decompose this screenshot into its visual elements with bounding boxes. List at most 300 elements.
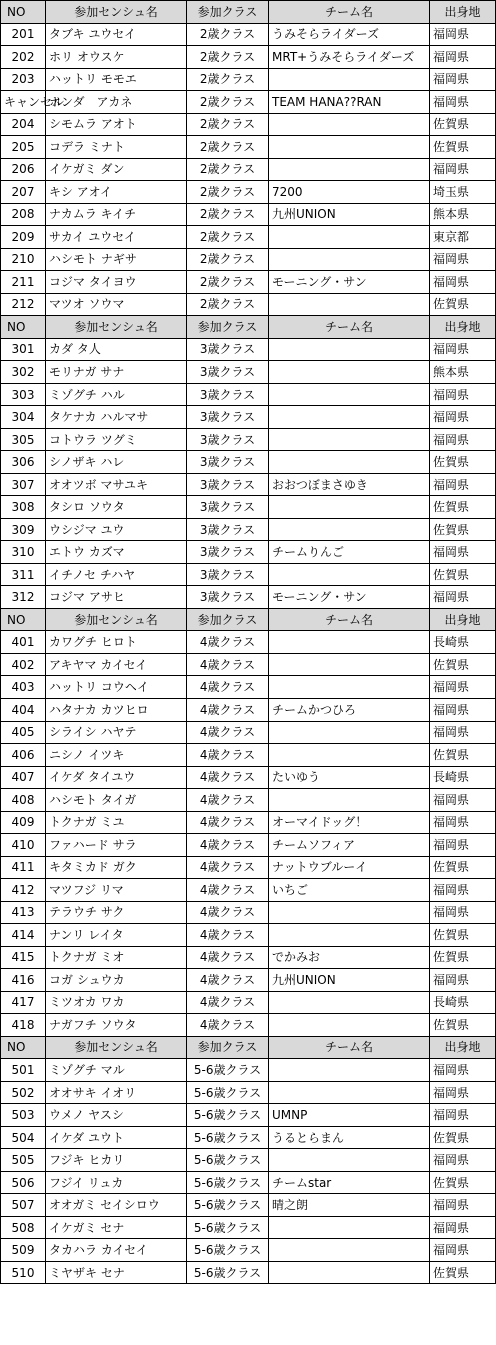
cell-no: 406 <box>1 744 46 767</box>
cell-hometown: 佐賀県 <box>430 856 496 879</box>
cell-player-name: ホリ オウスケ <box>46 46 187 69</box>
table-row <box>1 271 496 294</box>
cell-hometown: 佐賀県 <box>430 496 496 519</box>
cell-class: 2歳クラス <box>187 91 269 114</box>
cell-player-name: モリナガ サナ <box>46 361 187 384</box>
cell-hometown: 福岡県 <box>430 428 496 451</box>
table-row <box>1 879 496 902</box>
table-row <box>1 91 496 114</box>
cell-no: 308 <box>1 496 46 519</box>
cell-hometown: 佐賀県 <box>430 924 496 947</box>
table-row <box>1 901 496 924</box>
table-row <box>1 1194 496 1217</box>
cell-hometown: 佐賀県 <box>430 113 496 136</box>
cell-hometown: 福岡県 <box>430 1216 496 1239</box>
cell-class: 3歳クラス <box>187 586 269 609</box>
cell-team-name <box>269 428 430 451</box>
cell-class: 5-6歳クラス <box>187 1149 269 1172</box>
cell-class: 5-6歳クラス <box>187 1216 269 1239</box>
cell-class: 4歳クラス <box>187 811 269 834</box>
cell-no: 508 <box>1 1216 46 1239</box>
cell-hometown: 福岡県 <box>430 1059 496 1082</box>
table-row <box>1 473 496 496</box>
cell-no: 403 <box>1 676 46 699</box>
cell-team-name <box>269 924 430 947</box>
cell-class: 2歳クラス <box>187 23 269 46</box>
cell-hometown: 佐賀県 <box>430 1261 496 1284</box>
cell-team-name: チームstar <box>269 1171 430 1194</box>
cell-team-name <box>269 991 430 1014</box>
cell-hometown: 福岡県 <box>430 406 496 429</box>
cell-player-name: ハシモト タイガ <box>46 789 187 812</box>
table-row <box>1 518 496 541</box>
cell-team-name: チームかつひろ <box>269 698 430 721</box>
cell-no: 210 <box>1 248 46 271</box>
cell-class: 4歳クラス <box>187 698 269 721</box>
cell-class: 2歳クラス <box>187 46 269 69</box>
header-hometown: 出身地 <box>430 1 496 24</box>
cell-team-name: おおつぼまさゆき <box>269 473 430 496</box>
cell-player-name: トクナガ ミユ <box>46 811 187 834</box>
cell-hometown: 福岡県 <box>430 23 496 46</box>
header-team-name: チーム名 <box>269 608 430 631</box>
header-class: 参加クラス <box>187 608 269 631</box>
cell-no: 407 <box>1 766 46 789</box>
cell-class: 4歳クラス <box>187 946 269 969</box>
cell-hometown: 福岡県 <box>430 473 496 496</box>
cell-hometown: 佐賀県 <box>430 946 496 969</box>
table-row <box>1 203 496 226</box>
cell-class: 3歳クラス <box>187 383 269 406</box>
cell-no: 203 <box>1 68 46 91</box>
cell-team-name <box>269 653 430 676</box>
cell-no: 502 <box>1 1081 46 1104</box>
cell-player-name: ハタナカ カツヒロ <box>46 698 187 721</box>
cell-no: 212 <box>1 293 46 316</box>
cell-player-name: フジイ リュカ <box>46 1171 187 1194</box>
cell-hometown: 福岡県 <box>430 811 496 834</box>
cell-player-name: ミゾグチ マル <box>46 1059 187 1082</box>
cell-class: 4歳クラス <box>187 653 269 676</box>
cell-player-name: オオツボ マサユキ <box>46 473 187 496</box>
cell-team-name: でかみお <box>269 946 430 969</box>
cell-hometown: 熊本県 <box>430 361 496 384</box>
cell-player-name: イケダ ユウト <box>46 1126 187 1149</box>
cell-team-name: モーニング・サン <box>269 271 430 294</box>
cell-no: 311 <box>1 563 46 586</box>
table-row <box>1 789 496 812</box>
cell-class: 5-6歳クラス <box>187 1126 269 1149</box>
table-row <box>1 46 496 69</box>
cell-class: 2歳クラス <box>187 271 269 294</box>
cell-class: 3歳クラス <box>187 496 269 519</box>
table-row <box>1 586 496 609</box>
cell-no: 312 <box>1 586 46 609</box>
cell-no: 208 <box>1 203 46 226</box>
cell-class: 4歳クラス <box>187 924 269 947</box>
cell-class: 2歳クラス <box>187 68 269 91</box>
cell-player-name: ウメノ ヤスシ <box>46 1104 187 1127</box>
table-row <box>1 383 496 406</box>
cell-player-name: ウシジマ ユウ <box>46 518 187 541</box>
cell-player-name: イケガミ セナ <box>46 1216 187 1239</box>
cell-no: 506 <box>1 1171 46 1194</box>
cell-class: 4歳クラス <box>187 721 269 744</box>
cell-player-name: ミツオカ ワカ <box>46 991 187 1014</box>
cell-class: 3歳クラス <box>187 473 269 496</box>
cell-player-name: オオサキ イオリ <box>46 1081 187 1104</box>
cell-class: 2歳クラス <box>187 248 269 271</box>
cell-no: 510 <box>1 1261 46 1284</box>
cell-hometown: 佐賀県 <box>430 1171 496 1194</box>
cell-team-name <box>269 383 430 406</box>
cell-player-name: ナガフチ ソウタ <box>46 1014 187 1037</box>
cell-class: 3歳クラス <box>187 406 269 429</box>
cell-player-name: ミヤザキ セナ <box>46 1261 187 1284</box>
cell-player-name: アキヤマ カイセイ <box>46 653 187 676</box>
cell-hometown: 福岡県 <box>430 789 496 812</box>
cell-class: 3歳クラス <box>187 361 269 384</box>
cell-hometown: 佐賀県 <box>430 136 496 159</box>
cell-hometown: 福岡県 <box>430 1239 496 1262</box>
cell-no: 209 <box>1 226 46 249</box>
cell-no: 410 <box>1 834 46 857</box>
table-row <box>1 1059 496 1082</box>
cell-no: キャンセル <box>1 91 46 114</box>
cell-team-name <box>269 68 430 91</box>
cell-class: 4歳クラス <box>187 789 269 812</box>
cell-player-name: フジキ ヒカリ <box>46 1149 187 1172</box>
cell-hometown: 福岡県 <box>430 1194 496 1217</box>
table-row <box>1 248 496 271</box>
cell-class: 3歳クラス <box>187 451 269 474</box>
header-team-name: チーム名 <box>269 316 430 339</box>
cell-team-name: 7200 <box>269 181 430 204</box>
table-row <box>1 226 496 249</box>
table-row <box>1 676 496 699</box>
roster-body <box>1 1 496 1284</box>
table-row <box>1 1261 496 1284</box>
table-row <box>1 653 496 676</box>
cell-no: 207 <box>1 181 46 204</box>
cell-hometown: 佐賀県 <box>430 451 496 474</box>
cell-team-name <box>269 1014 430 1037</box>
cell-hometown: 佐賀県 <box>430 518 496 541</box>
table-row <box>1 924 496 947</box>
table-row <box>1 563 496 586</box>
cell-player-name: イケダ タイユウ <box>46 766 187 789</box>
table-row <box>1 991 496 1014</box>
table-row <box>1 1171 496 1194</box>
cell-hometown: 福岡県 <box>430 834 496 857</box>
cell-hometown: 佐賀県 <box>430 1014 496 1037</box>
cell-hometown: 福岡県 <box>430 586 496 609</box>
header-class: 参加クラス <box>187 1 269 24</box>
cell-no: 417 <box>1 991 46 1014</box>
cell-team-name <box>269 113 430 136</box>
table-row <box>1 68 496 91</box>
cell-hometown: 福岡県 <box>430 721 496 744</box>
header-row <box>1 1036 496 1059</box>
cell-team-name <box>269 136 430 159</box>
cell-hometown: 福岡県 <box>430 383 496 406</box>
cell-hometown: 福岡県 <box>430 338 496 361</box>
table-row <box>1 136 496 159</box>
table-row <box>1 698 496 721</box>
table-row <box>1 181 496 204</box>
cell-player-name: ナンリ レイタ <box>46 924 187 947</box>
cell-team-name <box>269 1239 430 1262</box>
cell-player-name: コジマ タイヨウ <box>46 271 187 294</box>
table-row <box>1 541 496 564</box>
cell-class: 4歳クラス <box>187 766 269 789</box>
cell-no: 310 <box>1 541 46 564</box>
table-row <box>1 293 496 316</box>
cell-class: 4歳クラス <box>187 744 269 767</box>
cell-no: 404 <box>1 698 46 721</box>
cell-class: 2歳クラス <box>187 293 269 316</box>
cell-hometown: 福岡県 <box>430 676 496 699</box>
header-team-name: チーム名 <box>269 1 430 24</box>
cell-class: 5-6歳クラス <box>187 1081 269 1104</box>
cell-hometown: 長崎県 <box>430 631 496 654</box>
cell-team-name <box>269 293 430 316</box>
cell-team-name <box>269 744 430 767</box>
cell-hometown: 福岡県 <box>430 91 496 114</box>
cell-class: 3歳クラス <box>187 518 269 541</box>
table-row <box>1 969 496 992</box>
cell-player-name: シノザキ ハレ <box>46 451 187 474</box>
cell-hometown: 熊本県 <box>430 203 496 226</box>
cell-player-name: イチノセ チハヤ <box>46 563 187 586</box>
cell-team-name <box>269 563 430 586</box>
cell-hometown: 福岡県 <box>430 46 496 69</box>
cell-no: 414 <box>1 924 46 947</box>
cell-team-name <box>269 631 430 654</box>
cell-team-name <box>269 1216 430 1239</box>
cell-hometown: 福岡県 <box>430 879 496 902</box>
cell-no: 413 <box>1 901 46 924</box>
cell-no: 402 <box>1 653 46 676</box>
cell-hometown: 東京都 <box>430 226 496 249</box>
cell-team-name: 九州UNION <box>269 969 430 992</box>
cell-no: 302 <box>1 361 46 384</box>
cell-hometown: 福岡県 <box>430 901 496 924</box>
cell-player-name: コジマ アサヒ <box>46 586 187 609</box>
cell-no: 301 <box>1 338 46 361</box>
cell-player-name: マツフジ リマ <box>46 879 187 902</box>
table-row <box>1 1149 496 1172</box>
header-no: NO <box>1 608 46 631</box>
cell-player-name: トクナガ ミオ <box>46 946 187 969</box>
cell-no: 201 <box>1 23 46 46</box>
cell-team-name: チームりんご <box>269 541 430 564</box>
cell-team-name <box>269 721 430 744</box>
cell-hometown: 福岡県 <box>430 1104 496 1127</box>
cell-no: 309 <box>1 518 46 541</box>
cell-team-name: MRT+うみそらライダーズ <box>269 46 430 69</box>
cell-hometown: 福岡県 <box>430 271 496 294</box>
cell-no: 405 <box>1 721 46 744</box>
cell-team-name <box>269 789 430 812</box>
cell-no: 401 <box>1 631 46 654</box>
cell-team-name: TEAM HANA??RAN <box>269 91 430 114</box>
cell-player-name: ハットリ モモエ <box>46 68 187 91</box>
cell-team-name <box>269 226 430 249</box>
cell-team-name <box>269 1081 430 1104</box>
cell-hometown: 福岡県 <box>430 969 496 992</box>
header-row <box>1 316 496 339</box>
cell-team-name: ナットウブルーイ <box>269 856 430 879</box>
cell-no: 305 <box>1 428 46 451</box>
cell-player-name: タシロ ソウタ <box>46 496 187 519</box>
cell-class: 4歳クラス <box>187 676 269 699</box>
cell-player-name: ニシノ イツキ <box>46 744 187 767</box>
cell-player-name: オオガミ セイシロウ <box>46 1194 187 1217</box>
cell-no: 409 <box>1 811 46 834</box>
cell-team-name <box>269 1261 430 1284</box>
cell-no: 408 <box>1 789 46 812</box>
cell-class: 2歳クラス <box>187 226 269 249</box>
cell-no: 501 <box>1 1059 46 1082</box>
cell-team-name <box>269 1149 430 1172</box>
table-row <box>1 23 496 46</box>
table-row <box>1 451 496 474</box>
cell-class: 5-6歳クラス <box>187 1059 269 1082</box>
cell-player-name: タブキ ユウセイ <box>46 23 187 46</box>
cell-hometown: 佐賀県 <box>430 653 496 676</box>
cell-team-name: オーマイドッグ！ <box>269 811 430 834</box>
header-team-name: チーム名 <box>269 1036 430 1059</box>
cell-class: 2歳クラス <box>187 203 269 226</box>
header-no: NO <box>1 1 46 24</box>
cell-class: 4歳クラス <box>187 834 269 857</box>
table-row <box>1 496 496 519</box>
cell-hometown: 埼玉県 <box>430 181 496 204</box>
cell-no: 204 <box>1 113 46 136</box>
cell-no: 202 <box>1 46 46 69</box>
cell-player-name: エトウ カズマ <box>46 541 187 564</box>
cell-hometown: 佐賀県 <box>430 1126 496 1149</box>
cell-hometown: 福岡県 <box>430 541 496 564</box>
cell-no: 307 <box>1 473 46 496</box>
cell-player-name: コガ シュウカ <box>46 969 187 992</box>
cell-team-name: UMNP <box>269 1104 430 1127</box>
cell-player-name: ナカムラ キイチ <box>46 203 187 226</box>
cell-player-name: サカイ ユウセイ <box>46 226 187 249</box>
cell-class: 5-6歳クラス <box>187 1171 269 1194</box>
table-row <box>1 158 496 181</box>
cell-hometown: 福岡県 <box>430 1081 496 1104</box>
cell-team-name: 晴之朗 <box>269 1194 430 1217</box>
table-row <box>1 834 496 857</box>
cell-hometown: 福岡県 <box>430 248 496 271</box>
cell-team-name <box>269 158 430 181</box>
cell-no: 412 <box>1 879 46 902</box>
table-row <box>1 721 496 744</box>
table-row <box>1 744 496 767</box>
cell-class: 3歳クラス <box>187 428 269 451</box>
cell-class: 4歳クラス <box>187 901 269 924</box>
header-class: 参加クラス <box>187 316 269 339</box>
header-player-name: 参加センシュ名 <box>46 316 187 339</box>
cell-team-name <box>269 518 430 541</box>
cell-player-name: マツオ ソウマ <box>46 293 187 316</box>
table-row <box>1 811 496 834</box>
cell-class: 4歳クラス <box>187 879 269 902</box>
cell-class: 5-6歳クラス <box>187 1261 269 1284</box>
cell-no: 411 <box>1 856 46 879</box>
table-row <box>1 946 496 969</box>
cell-no: 205 <box>1 136 46 159</box>
cell-team-name <box>269 1059 430 1082</box>
cell-hometown: 福岡県 <box>430 698 496 721</box>
cell-hometown: 福岡県 <box>430 158 496 181</box>
cell-no: 416 <box>1 969 46 992</box>
cell-class: 2歳クラス <box>187 136 269 159</box>
header-player-name: 参加センシュ名 <box>46 1036 187 1059</box>
cell-team-name <box>269 676 430 699</box>
cell-team-name <box>269 338 430 361</box>
header-player-name: 参加センシュ名 <box>46 1 187 24</box>
table-row <box>1 856 496 879</box>
cell-team-name <box>269 451 430 474</box>
table-row <box>1 361 496 384</box>
cell-team-name <box>269 406 430 429</box>
cell-class: 3歳クラス <box>187 541 269 564</box>
cell-no: 509 <box>1 1239 46 1262</box>
cell-hometown: 佐賀県 <box>430 293 496 316</box>
cell-class: 4歳クラス <box>187 969 269 992</box>
cell-no: 304 <box>1 406 46 429</box>
cell-player-name: コトウラ ツグミ <box>46 428 187 451</box>
header-row <box>1 1 496 24</box>
cell-player-name: シモムラ アオト <box>46 113 187 136</box>
cell-class: 2歳クラス <box>187 113 269 136</box>
header-hometown: 出身地 <box>430 608 496 631</box>
table-row <box>1 1014 496 1037</box>
table-row <box>1 1239 496 1262</box>
cell-hometown: 佐賀県 <box>430 744 496 767</box>
cell-hometown: 長崎県 <box>430 991 496 1014</box>
cell-class: 5-6歳クラス <box>187 1194 269 1217</box>
cell-player-name: ファハード サラ <box>46 834 187 857</box>
table-row <box>1 406 496 429</box>
cell-no: 206 <box>1 158 46 181</box>
cell-class: 4歳クラス <box>187 1014 269 1037</box>
cell-no: 303 <box>1 383 46 406</box>
cell-no: 211 <box>1 271 46 294</box>
cell-no: 418 <box>1 1014 46 1037</box>
cell-hometown: 福岡県 <box>430 68 496 91</box>
table-row <box>1 113 496 136</box>
header-class: 参加クラス <box>187 1036 269 1059</box>
cell-no: 507 <box>1 1194 46 1217</box>
cell-player-name: ミゾグチ ハル <box>46 383 187 406</box>
table-row <box>1 631 496 654</box>
cell-hometown: 福岡県 <box>430 1149 496 1172</box>
cell-team-name <box>269 901 430 924</box>
cell-player-name: ハットリ コウヘイ <box>46 676 187 699</box>
cell-player-name: ホンダ アカネ <box>46 91 187 114</box>
cell-player-name: シライシ ハヤテ <box>46 721 187 744</box>
header-hometown: 出身地 <box>430 1036 496 1059</box>
table-row <box>1 1104 496 1127</box>
cell-class: 2歳クラス <box>187 158 269 181</box>
cell-team-name <box>269 248 430 271</box>
cell-player-name: カワグチ ヒロト <box>46 631 187 654</box>
cell-player-name: キタミカド ガク <box>46 856 187 879</box>
